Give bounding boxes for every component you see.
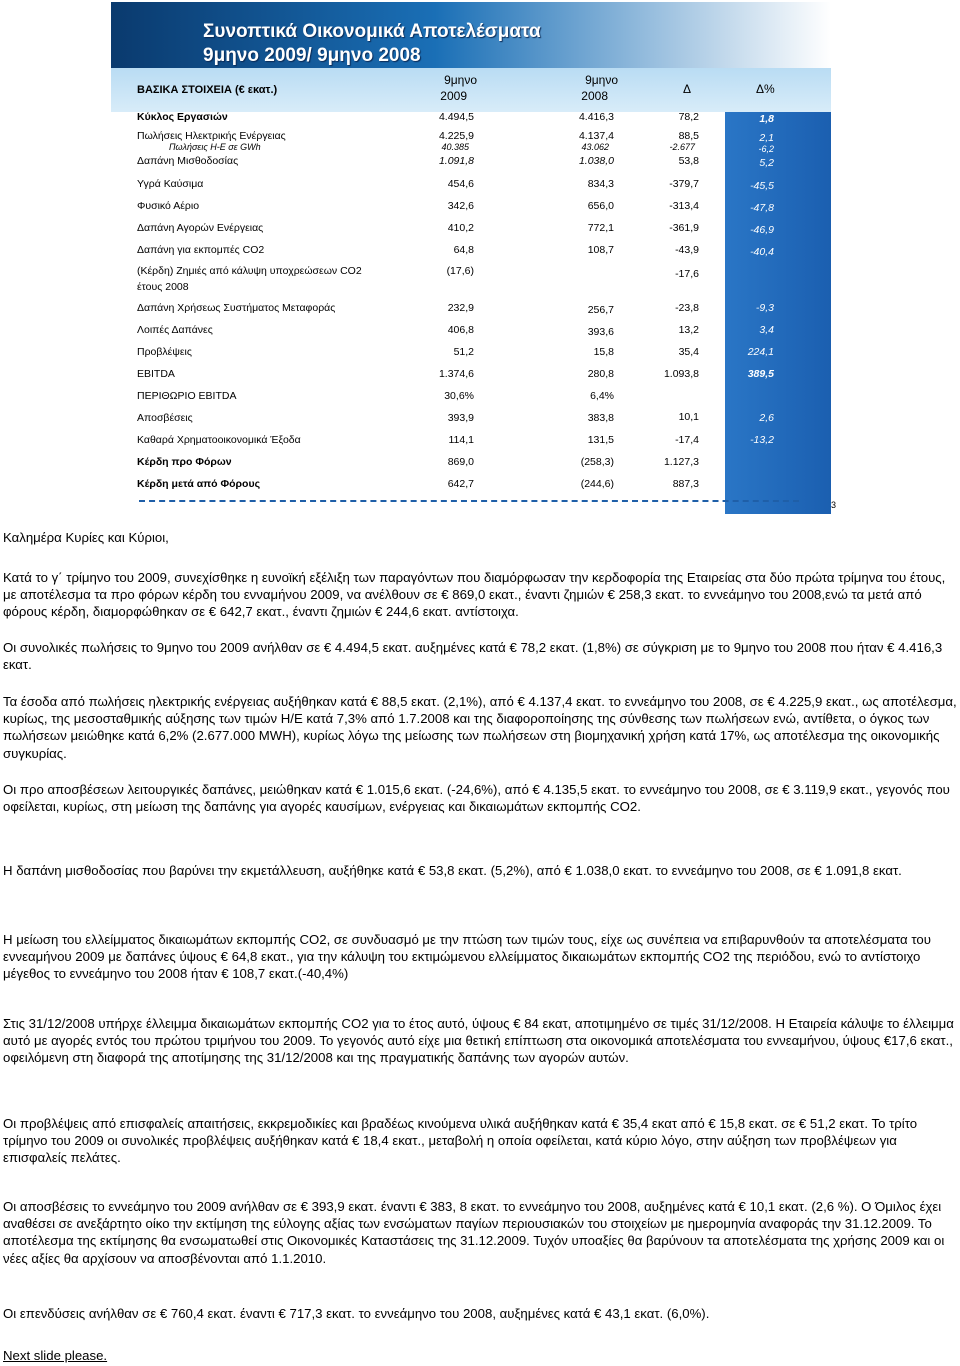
dashed-separator bbox=[139, 500, 799, 502]
row-value-2008: 772,1 bbox=[587, 222, 614, 234]
row-value-2008: 4.137,4 bbox=[578, 130, 614, 142]
paragraph: Οι προβλέψεις από επισφαλείς απαιτήσεις, εκκρεμοδικίες και βραδέως κινούμενα υλικά αυξήθηκαν κατά € 35,4 εκατ από € 15,8 εκατ. σε € 51,2 εκατ. Το τρίτο τρίμηνο του 2009 οι συνολικές προβλέψεις αυξήθηκαν κατά € 18,4 εκατ., μεταβολή η οποία οφείλεται, κατά κύριο λόγο, στην αύξηση των προβλέψεων για επισφαλείς πελάτες. bbox=[3, 1116, 918, 1166]
row-value-2008: 256,7 bbox=[587, 304, 614, 316]
paragraph: Οι επενδύσεις ανήλθαν σε € 760,4 εκατ. έναντι € 717,3 εκατ. το εννεάμηνο του 2008, αυξημένες κατά € 43,1 εκατ. (6,0%). bbox=[3, 1306, 710, 1321]
row-delta: -17,6 bbox=[675, 268, 699, 280]
row-value-2009: 342,6 bbox=[447, 200, 474, 212]
row-value-2009: 1.374,6 bbox=[438, 368, 474, 380]
row-delta: 53,8 bbox=[678, 155, 699, 167]
paragraph: Οι αποσβέσεις το εννεάμηνο του 2009 ανήλθαν σε € 393,9 εκατ. έναντι € 383, 8 εκατ. το εννεάμηνο του 2008, αυξημένες κατά € 10,1 εκατ. (2,6 %). Ο Όμιλος έχει αναθέσει σε ανεξάρτητο οίκο την εκτίμηση της εύλογης αξίας των ενσώματων παγίων περιουσιακών του στοιχείων με ημερομηνία αναφοράς την 31.12.2009. Το αποτέλεσμα της εκτίμησης θα ενσωματωθεί στις Οικονομικές Καταστάσεις της 31.12.2009. Τυχόν υποαξίες θα βαρύνουν τα αποτελέσματα της χρήσης 2009 και οι νέες αξίες θα αρχίσουν να αποσβένονται από 1.1.2010. bbox=[3, 1199, 945, 1266]
paragraph: Στις 31/12/2008 υπήρχε έλλειμμα δικαιωμάτων εκπομπής CO2 για το έτος αυτό, ύψους € 84 εκατ, αποτιμημένο σε τιμές 31/12/2008. Η Εταιρεία κάλυψε το έλλειμμα αυτό με αγορές εντός του πρώτου τριμήνου του 2009. Το γεγονός αυτό είχε μια θετική επίπτωση στα οικονομικά αποτελέσματα του εννεαμήνου, ύψους €17,6 εκατ., οφειλόμενη στη διαφορά της αποτίμησης της 31/12/2008 και της πραγματικής δαπάνης των αγορών αυτών. bbox=[3, 1016, 954, 1066]
col4-header: Δ% bbox=[756, 82, 775, 96]
row-label: Κέρδη προ Φόρων bbox=[137, 456, 232, 468]
row-label-continued: έτους 2008 bbox=[137, 281, 189, 293]
row-delta-percent: 5,2 bbox=[759, 157, 774, 169]
table-header-label: ΒΑΣΙΚΑ ΣΤΟΙΧΕΙΑ (€ εκατ.) bbox=[137, 84, 278, 96]
row-delta: -379,7 bbox=[669, 178, 699, 190]
paragraph: Οι προ αποσβέσεων λειτουργικές δαπάνες, μειώθηκαν κατά € 1.015,6 εκατ. (-24,6%), από € 4.135,5 εκατ. το εννεάμηνο του 2008, σε € 3.119,9 εκατ., γεγονός που οφείλεται, κυρίως, στη μείωση της δαπάνης για αγορές καυσίμων, ενέργειας και δικαιωμάτων εκπομπής CO2. bbox=[3, 782, 950, 815]
paragraph: Κατά το γ΄ τρίμηνο του 2009, συνεχίσθηκε η ευνοϊκή εξέλιξη των παραγόντων που διαμόρφωσαν την κερδοφορία της Εταιρείας στα δύο πρώτα τρίμηνα του έτους, με αποτέλεσμα τα προ φόρων κέρδη του ενναμήνου 2009, να ανέλθουν σε € 869,0 εκατ., έναντι ζημιών € 258,3 εκατ. το εννεάμηνο του 2008,ενώ τα μετά από φόρους κέρδη, διαμορφώθηκαν σε € 642,7 εκατ., έναντι ζημιών € 244,6 εκατ. αντίστοιχα. bbox=[3, 570, 946, 620]
row-value-2009: 1.091,8 bbox=[438, 155, 474, 167]
row-delta-percent: -47,8 bbox=[750, 202, 774, 214]
row-delta: 35,4 bbox=[678, 346, 699, 358]
col2-header-b: 2008 bbox=[581, 89, 608, 103]
row-label: EBITDA bbox=[137, 368, 175, 380]
row-value-2008: 280,8 bbox=[587, 368, 614, 380]
row-label: Προβλέψεις bbox=[137, 346, 192, 358]
row-delta-percent: 2,6 bbox=[759, 412, 774, 424]
row-value-2008: 43.062 bbox=[581, 142, 609, 152]
row-value-2008: 834,3 bbox=[587, 178, 614, 190]
row-value-2008: 108,7 bbox=[587, 244, 614, 256]
row-delta-percent: -6,2 bbox=[758, 144, 774, 154]
row-delta: -43,9 bbox=[675, 244, 699, 256]
row-value-2009: 454,6 bbox=[447, 178, 474, 190]
col1-header-b: 2009 bbox=[440, 89, 467, 103]
row-value-2009: 869,0 bbox=[447, 456, 474, 468]
row-label: Δαπάνη για εκπομπές CO2 bbox=[137, 244, 265, 256]
row-value-2008: 131,5 bbox=[587, 434, 614, 446]
row-value-2009: 114,1 bbox=[448, 434, 474, 446]
row-value-2009: 40.385 bbox=[441, 142, 469, 152]
row-value-2009: 4.225,9 bbox=[438, 130, 474, 142]
row-delta: 887,3 bbox=[672, 478, 699, 490]
paragraph: Τα έσοδα από πωλήσεις ηλεκτρικής ενέργειας αυξήθηκαν κατά € 88,5 εκατ. (2,1%), από € 4.137,4 εκατ. το εννεάμηνο του 2008, σε € 4.225,9 εκατ., ως αποτέλεσμα, κυρίως, της μεσοσταθμικής αύξησης των τιμών Η/Ε κατά 7,3% από 1.7.2008 και της διαφοροποίησης της σύνθεσης των πωλήσεων ενώ, αντίθετα, ο όγκος των πωλήσεων μειώθηκε κατά 6,2% (2.677.000 MWH), κυρίως λόγω της μείωσης των πωλήσεων στη βιομηχανική χρήση κατά 17%, ως αποτέλεσμα της οικονομικής συγκυρίας. bbox=[3, 694, 957, 761]
row-value-2009: 64,8 bbox=[453, 244, 474, 256]
row-delta-percent: -46,9 bbox=[750, 224, 774, 236]
row-delta: 88,5 bbox=[678, 130, 699, 142]
row-delta: -23,8 bbox=[675, 302, 699, 314]
row-label: Καθαρά Χρηματοοικονομικά Έξοδα bbox=[137, 434, 301, 446]
row-value-2008: 656,0 bbox=[587, 200, 614, 212]
row-label: Δαπάνη Χρήσεως Συστήματος Μεταφοράς bbox=[137, 302, 336, 314]
row-value-2008: 1.038,0 bbox=[578, 155, 614, 167]
row-delta: -2.677 bbox=[669, 142, 695, 152]
row-value-2009: 406,8 bbox=[447, 324, 474, 336]
row-value-2008: 393,6 bbox=[587, 326, 614, 338]
row-delta-percent: -40,4 bbox=[750, 246, 774, 258]
row-delta-percent: 2,1 bbox=[759, 132, 774, 144]
row-label: (Κέρδη) Ζημιές από κάλυψη υποχρεώσεων CO2 bbox=[137, 265, 362, 277]
row-delta-percent: -45,5 bbox=[750, 180, 774, 192]
paragraph: Οι συνολικές πωλήσεις το 9μηνο του 2009 ανήλθαν σε € 4.494,5 εκατ. αυξημένες κατά € 78,2 εκατ. (1,8%) σε σύγκριση με το 9μηνο του 2008 που ήταν € 4.416,3 εκατ. bbox=[3, 640, 943, 673]
row-delta: -313,4 bbox=[669, 200, 699, 212]
row-label: Υγρά Καύσιμα bbox=[137, 178, 204, 190]
row-delta-percent: -9,3 bbox=[755, 302, 774, 314]
row-delta-percent: -13,2 bbox=[750, 434, 774, 446]
row-label: Πωλήσεις Η-Ε σε GWh bbox=[169, 142, 261, 152]
row-label: Δαπάνη Μισθοδοσίας bbox=[137, 155, 239, 167]
row-value-2009: 410,2 bbox=[447, 222, 474, 234]
row-delta-percent: 389,5 bbox=[747, 368, 774, 380]
row-delta-percent: 224,1 bbox=[747, 346, 774, 358]
row-delta: -17,4 bbox=[675, 434, 699, 446]
summary-slide bbox=[111, 2, 837, 514]
row-delta-percent: 1,8 bbox=[759, 113, 774, 125]
row-label: Λοιπές Δαπάνες bbox=[137, 324, 213, 336]
paragraph: Η δαπάνη μισθοδοσίας που βαρύνει την εκμετάλλευση, αυξήθηκε κατά € 53,8 εκατ. (5,2%), από € 1.038,0 εκατ. το εννεάμηνο του 2008, σε € 1.091,8 εκατ. bbox=[3, 863, 902, 878]
row-value-2009: 232,9 bbox=[447, 302, 474, 314]
slide-page-number: 3 bbox=[831, 500, 837, 510]
row-value-2009: 4.494,5 bbox=[438, 111, 474, 123]
row-label: Δαπάνη Αγορών Ενέργειας bbox=[137, 222, 264, 234]
col2-header-a: 9μηνο bbox=[585, 73, 618, 87]
row-label: Πωλήσεις Ηλεκτρικής Ενέργειας bbox=[137, 130, 286, 142]
greeting: Καλημέρα Κυρίες και Κύριοι, bbox=[3, 530, 169, 545]
row-delta: 10,1 bbox=[678, 411, 699, 423]
paragraph: Η μείωση του ελλείμματος δικαιωμάτων εκπομπής CO2, σε συνδυασμό με την πτώση των τιμών τους, είχε ως συνέπεια να επιβαρυνθούν τα αποτελέσματα του εννεαμήνου 2009 με δαπάνες ύψους € 64,8 εκατ., για την κάλυψη του εκτιμώμενου ελλείμματος δικαιωμάτων εκπομπής CO2 της περιόδου, ενώ το αντίστοιχο μέγεθος το εννεάμηνο του 2008 ήταν € 108,7 εκατ.(-40,4%) bbox=[3, 932, 931, 982]
slide-subtitle: 9μηνο 2009/ 9μηνο 2008 bbox=[203, 45, 421, 66]
slide-title: Συνοπτικά Οικονομικά Αποτελέσματα bbox=[203, 21, 541, 42]
row-delta: 1.093,8 bbox=[663, 368, 699, 380]
row-label: Αποσβέσεις bbox=[137, 412, 193, 424]
row-delta: 78,2 bbox=[678, 111, 699, 123]
col3-header: Δ bbox=[683, 82, 692, 96]
row-value-2009: 393,9 bbox=[447, 412, 474, 424]
row-value-2008: 6,4% bbox=[590, 390, 614, 402]
row-value-2009: (17,6) bbox=[446, 265, 474, 277]
row-label: Κέρδη μετά από Φόρους bbox=[137, 478, 261, 490]
row-value-2008: 383,8 bbox=[587, 412, 614, 424]
row-delta: 13,2 bbox=[678, 324, 699, 336]
row-label: Φυσικό Αέριο bbox=[137, 200, 200, 212]
row-value-2009: 30,6% bbox=[444, 390, 474, 402]
row-value-2008: 4.416,3 bbox=[578, 111, 614, 123]
col1-header-a: 9μηνο bbox=[444, 73, 477, 87]
row-delta-percent: 3,4 bbox=[759, 324, 774, 336]
next-slide-link[interactable]: Next slide please. bbox=[3, 1348, 108, 1363]
row-value-2008: (258,3) bbox=[580, 456, 614, 468]
row-value-2009: 642,7 bbox=[447, 478, 474, 490]
row-value-2008: (244,6) bbox=[580, 478, 614, 490]
row-value-2009: 51,2 bbox=[453, 346, 474, 358]
row-delta: -361,9 bbox=[669, 222, 699, 234]
row-value-2008: 15,8 bbox=[593, 346, 614, 358]
row-delta: 1.127,3 bbox=[663, 456, 699, 468]
row-label: Κύκλος Εργασιών bbox=[137, 111, 228, 123]
row-label: ΠΕΡΙΘΩΡΙΟ EBITDA bbox=[137, 390, 237, 402]
